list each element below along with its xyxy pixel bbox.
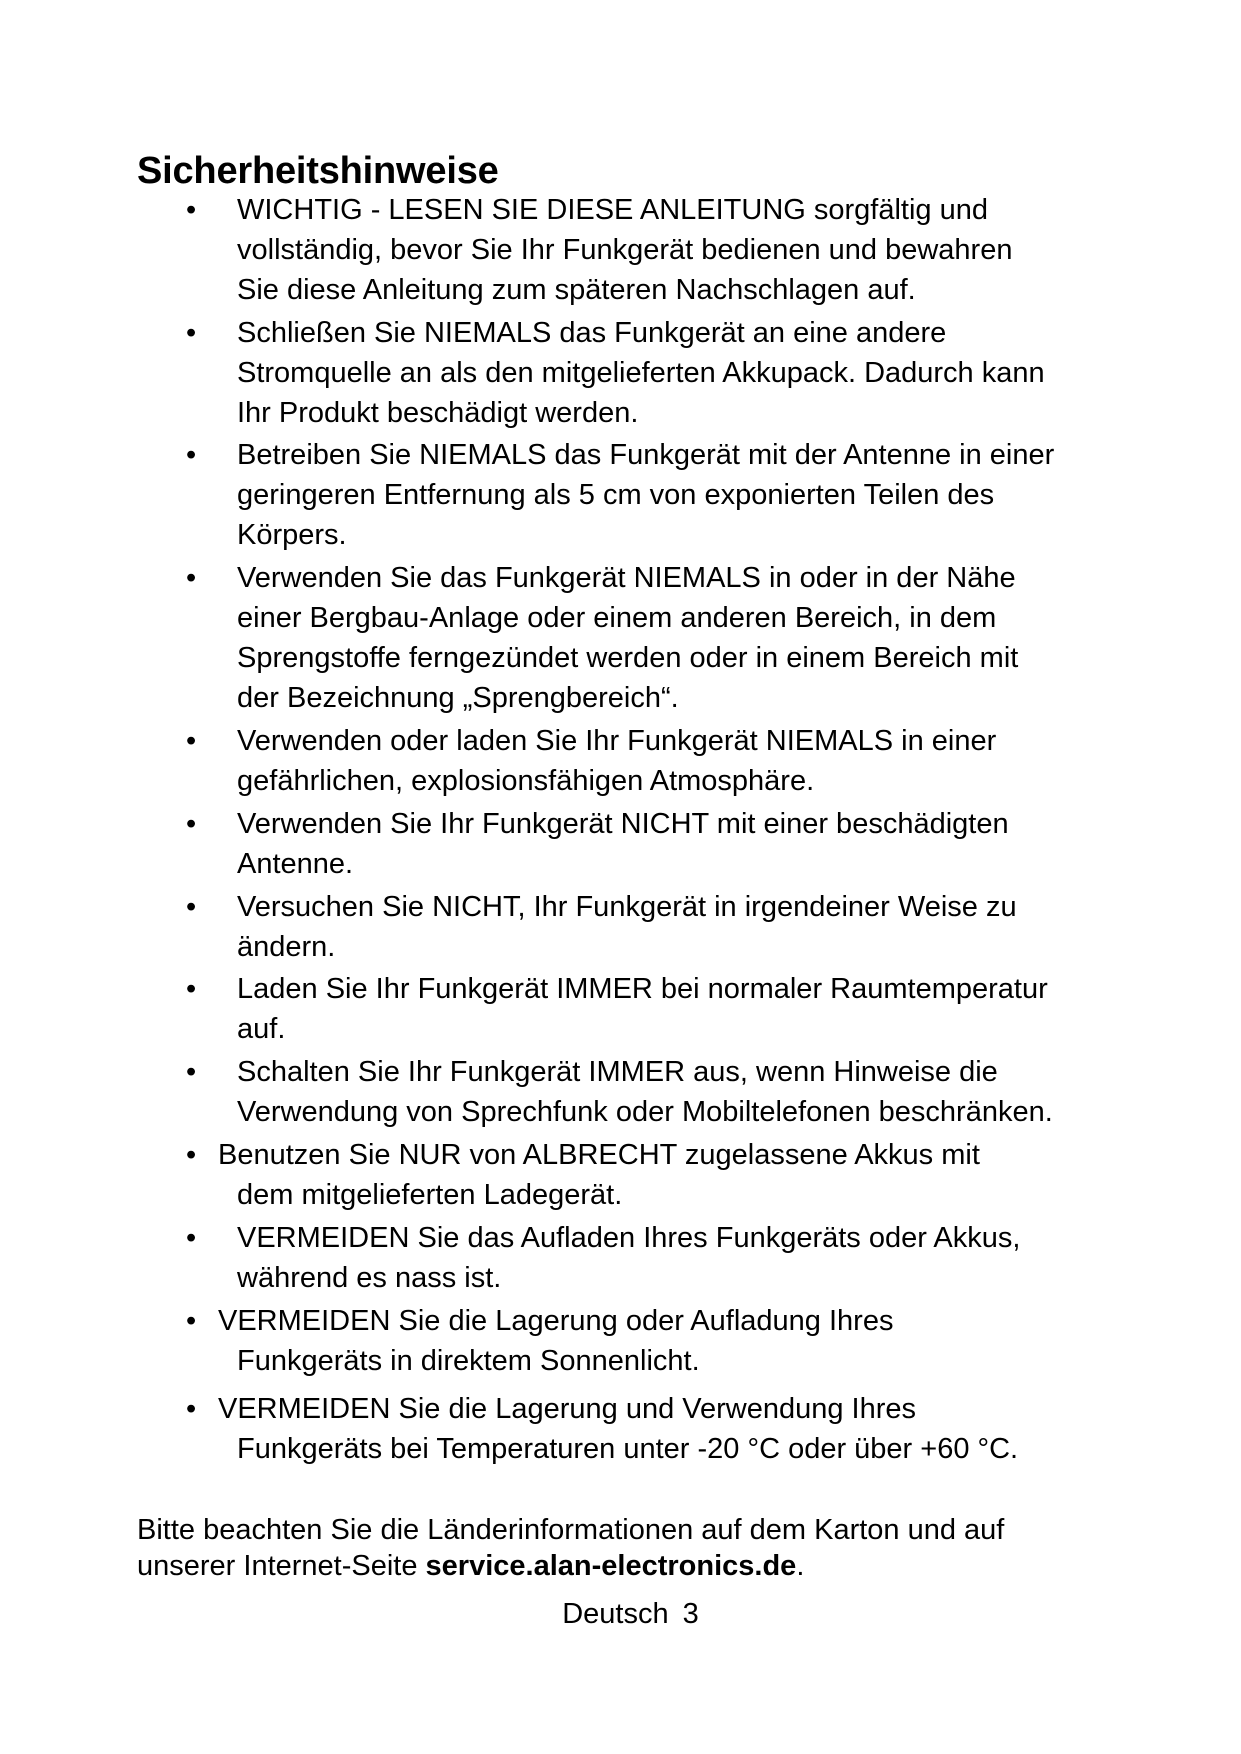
bullet-icon: • <box>186 973 197 1005</box>
item-line: Körpers. <box>237 519 347 551</box>
item-line: Ihr Produkt beschädigt werden. <box>237 397 639 429</box>
item-line: VERMEIDEN Sie die Lagerung und Verwendung Ihres <box>218 1393 917 1425</box>
item-line: gefährlichen, explosionsfähigen Atmosphäre. <box>237 765 815 797</box>
item-line: Schließen Sie NIEMALS das Funkgerät an eine andere <box>237 317 947 349</box>
item-line: Funkgeräts bei Temperaturen unter -20 °C oder über +60 °C. <box>237 1433 1019 1465</box>
service-website-link[interactable]: service.alan-electronics.de <box>425 1550 797 1582</box>
bullet-icon: • <box>186 194 197 226</box>
bullet-icon: • <box>186 725 197 757</box>
item-line: Betreiben Sie NIEMALS das Funkgerät mit der Antenne in einer <box>237 439 1055 471</box>
item-line: Sie diese Anleitung zum späteren Nachschlagen auf. <box>237 274 916 306</box>
item-line: Benutzen Sie NUR von ALBRECHT zugelassene Akkus mit <box>218 1139 980 1171</box>
bullet-icon: • <box>186 891 197 923</box>
bullet-icon: • <box>186 1056 197 1088</box>
bullet-icon: • <box>186 1222 197 1254</box>
item-line: einer Bergbau-Anlage oder einem anderen Bereich, in dem <box>237 602 997 634</box>
page-number: 3 <box>682 1598 699 1630</box>
item-line: während es nass ist. <box>237 1262 502 1294</box>
bullet-icon: • <box>186 317 197 349</box>
note-line-1: Bitte beachten Sie die Länderinformationen auf dem Karton und auf <box>137 1514 1005 1546</box>
item-line: geringeren Entfernung als 5 cm von exponierten Teilen des <box>237 479 995 511</box>
item-line: Stromquelle an als den mitgelieferten Akkupack. Dadurch kann <box>237 357 1045 389</box>
page-title: Sicherheitshinweise <box>137 150 499 192</box>
item-line: Verwenden oder laden Sie Ihr Funkgerät NIEMALS in einer <box>237 725 997 757</box>
item-line: Laden Sie Ihr Funkgerät IMMER bei normaler Raumtemperatur <box>237 973 1048 1005</box>
item-line: WICHTIG - LESEN SIE DIESE ANLEITUNG sorgfältig und <box>237 194 988 226</box>
item-line: auf. <box>237 1013 286 1045</box>
item-line: vollständig, bevor Sie Ihr Funkgerät bedienen und bewahren <box>237 234 1013 266</box>
bullet-icon: • <box>186 1139 197 1171</box>
item-line: VERMEIDEN Sie das Aufladen Ihres Funkgeräts oder Akkus, <box>237 1222 1021 1254</box>
footer-language: Deutsch <box>562 1598 669 1630</box>
note-suffix: . <box>796 1550 805 1582</box>
item-line: VERMEIDEN Sie die Lagerung oder Aufladung Ihres <box>218 1305 894 1337</box>
item-line: Sprengstoffe ferngezündet werden oder in einem Bereich mit <box>237 642 1019 674</box>
item-line: Verwenden Sie das Funkgerät NIEMALS in oder in der Nähe <box>237 562 1016 594</box>
note-line-2 <box>137 1548 1117 1584</box>
item-line: ändern. <box>237 931 336 963</box>
item-line: der Bezeichnung „Sprengbereich“. <box>237 682 679 714</box>
bullet-icon: • <box>186 1305 197 1337</box>
item-line: Verwenden Sie Ihr Funkgerät NICHT mit einer beschädigten <box>237 808 1009 840</box>
item-line: Funkgeräts in direktem Sonnenlicht. <box>237 1345 700 1377</box>
item-line: Antenne. <box>237 848 354 880</box>
bullet-icon: • <box>186 1393 197 1425</box>
bullet-icon: • <box>186 808 197 840</box>
item-line: Verwendung von Sprechfunk oder Mobiltelefonen beschränken. <box>237 1096 1053 1128</box>
bullet-icon: • <box>186 562 197 594</box>
country-info-note <box>137 1512 1117 1584</box>
bullet-icon: • <box>186 439 197 471</box>
item-line: Schalten Sie Ihr Funkgerät IMMER aus, wenn Hinweise die <box>237 1056 998 1088</box>
item-line: Versuchen Sie NICHT, Ihr Funkgerät in irgendeiner Weise zu <box>237 891 1017 923</box>
note-prefix: unserer Internet-Seite <box>137 1550 426 1582</box>
item-line: dem mitgelieferten Ladegerät. <box>237 1179 623 1211</box>
page-footer <box>0 1594 1241 1634</box>
